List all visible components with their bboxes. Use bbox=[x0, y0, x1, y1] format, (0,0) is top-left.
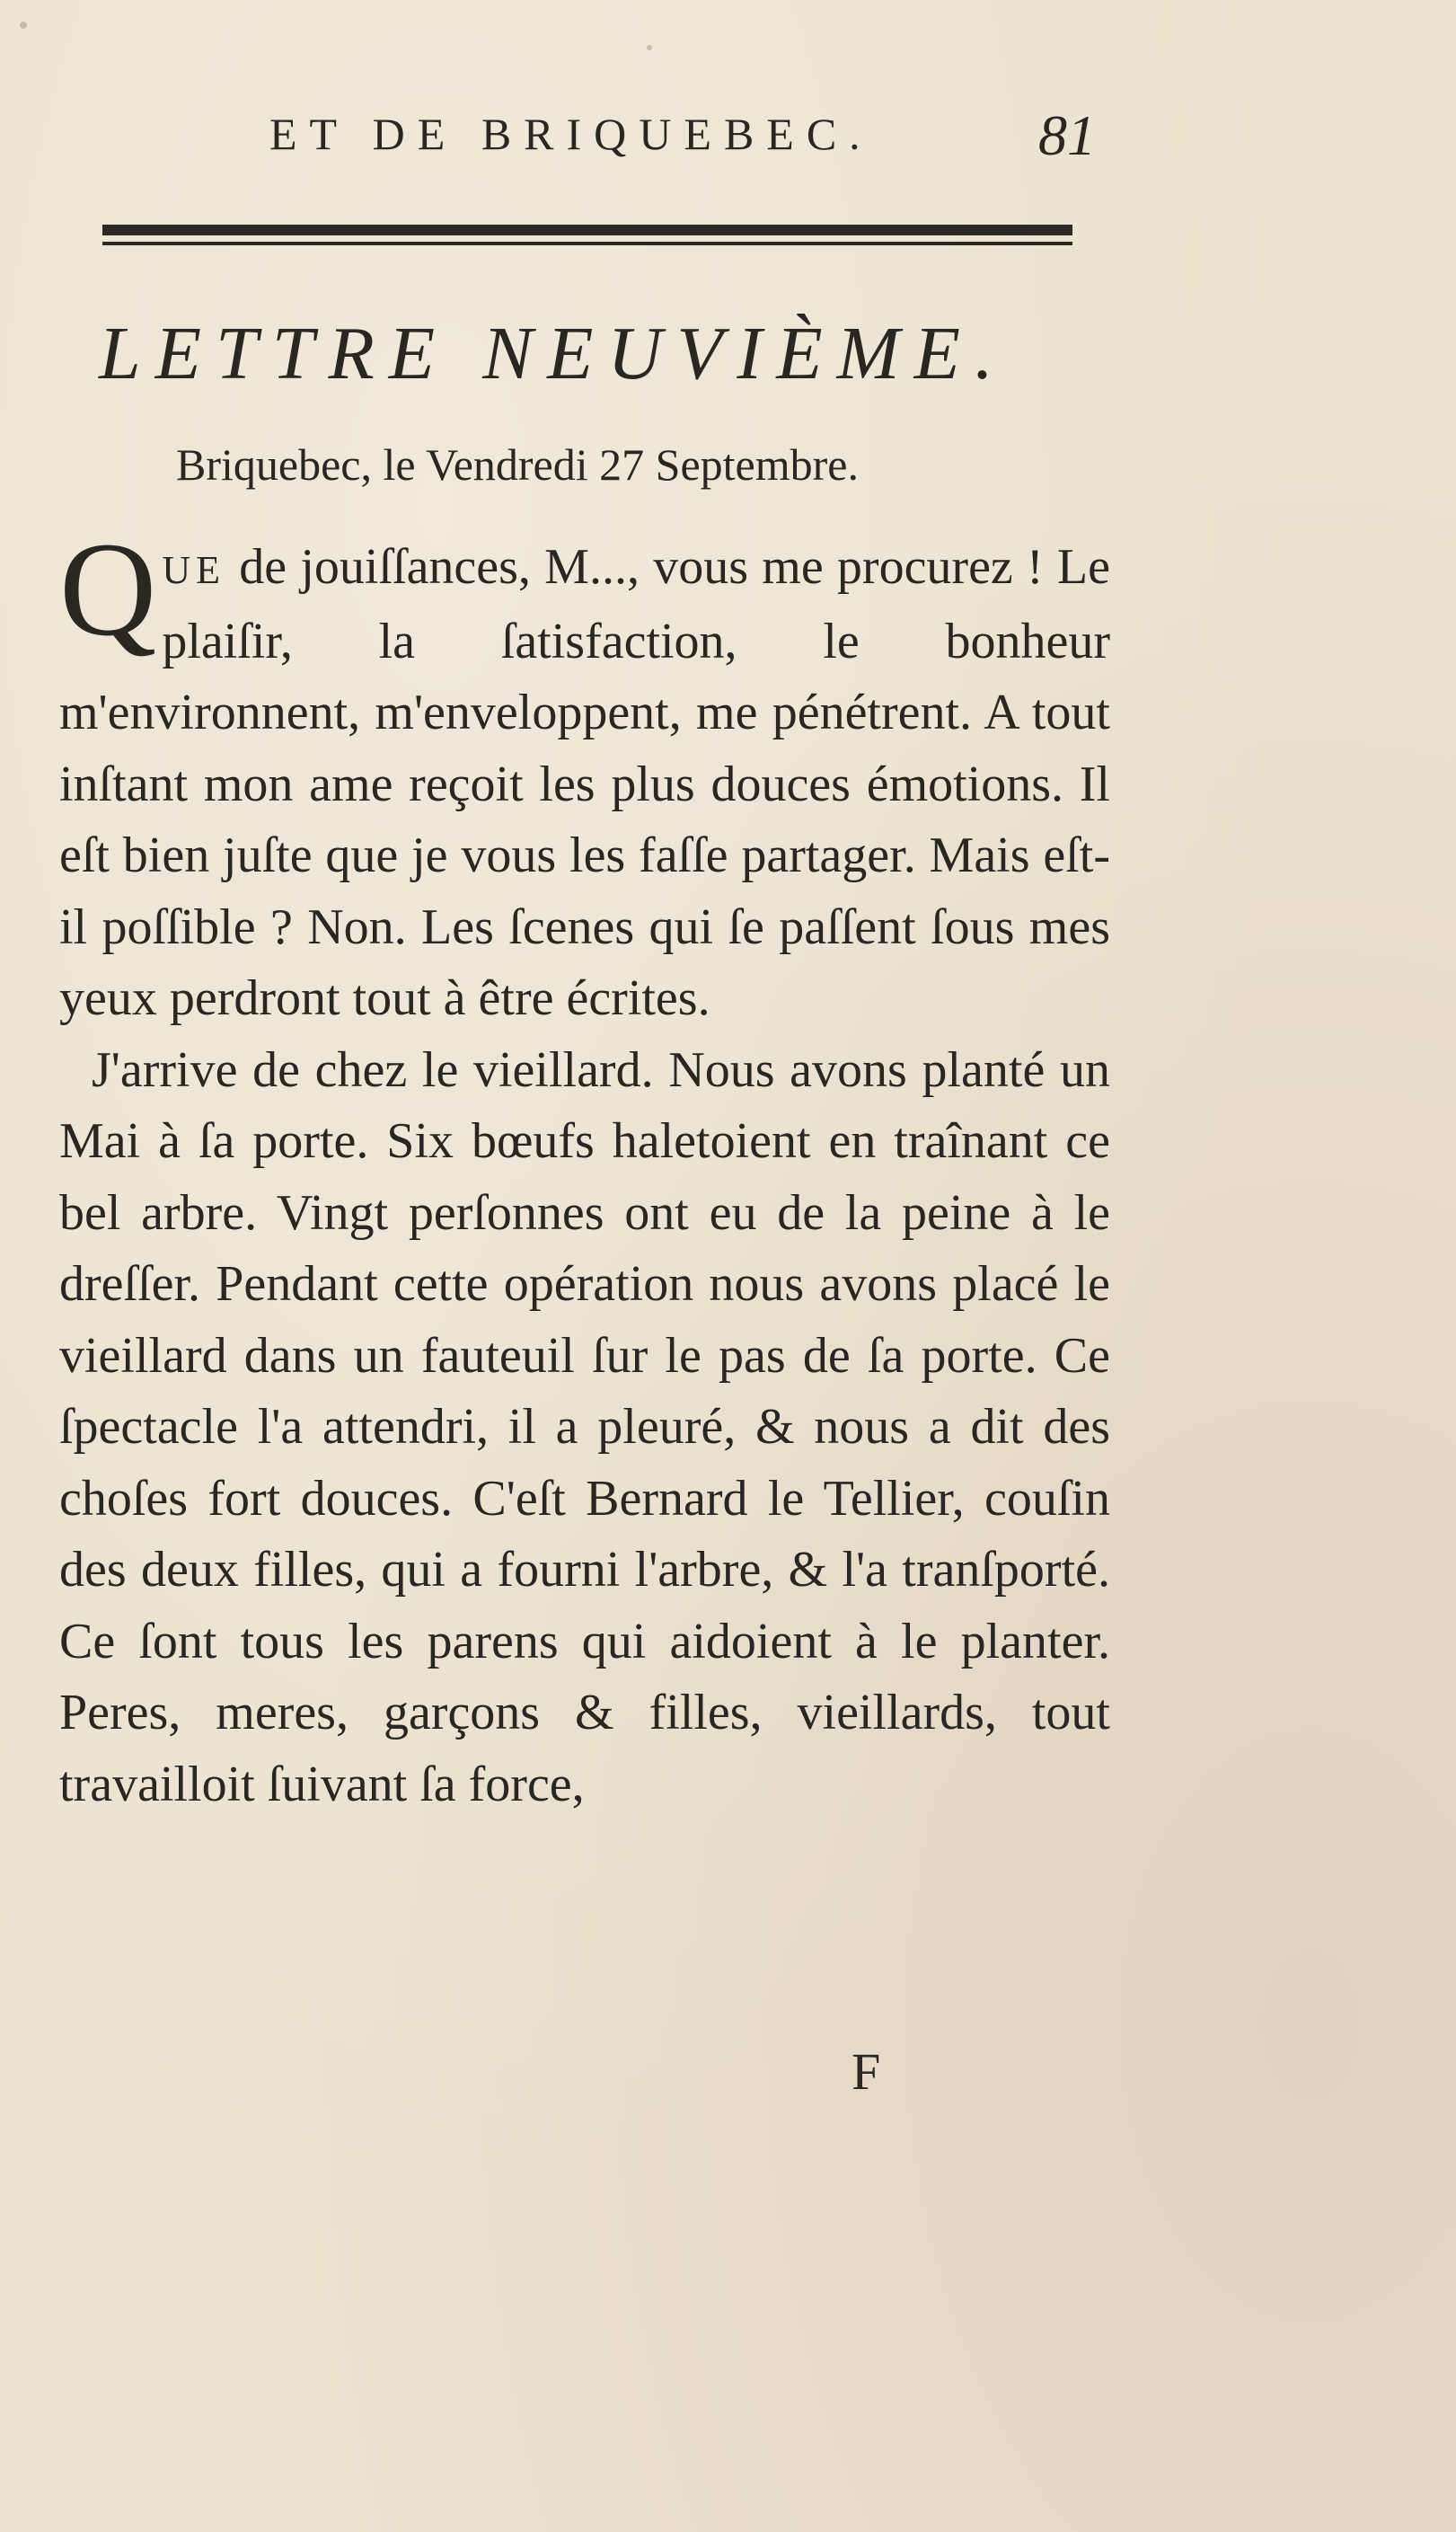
first-word-small-caps: UE bbox=[162, 548, 225, 592]
ink-spot bbox=[20, 22, 27, 29]
page-number: 81 bbox=[1038, 103, 1096, 167]
dateline: Briquebec, le Vendredi 27 Septembre. bbox=[176, 439, 859, 490]
drop-cap: Q bbox=[59, 515, 157, 664]
letter-title: LETTRE NEUVIÈME. bbox=[99, 312, 1008, 395]
signature-mark: F bbox=[852, 2042, 881, 2101]
ink-spot bbox=[647, 45, 652, 50]
letter-body bbox=[59, 515, 1110, 1820]
running-head bbox=[269, 103, 1096, 180]
paragraph-2: J'arrive de chez le vieillard. Nous avons planté un Mai à ſa porte. Six bœufs haletoient en traînant ce bel arbre. Vingt perſonnes ont eu de la peine à le dreſſer. Pendant cette opération nous avons placé le vieillard dans un fauteuil ſur le pas de ſa porte. Ce ſpectacle l'a attendri, il a pleuré, & nous a dit des choſes fort douces. C'eſt Bernard le Tellier, couſin des deux filles, qui a fourni l'arbre, & l'a tranſporté. Ce ſont tous les parens qui aidoient à le planter. Peres, meres, garçons & filles, vieillards, tout travailloit ſuivant ſa force, bbox=[59, 1041, 1110, 1812]
double-rule-divider bbox=[102, 225, 1072, 250]
running-title: ET DE BRIQUEBEC. bbox=[269, 109, 873, 159]
paragraph-1 bbox=[59, 515, 1110, 1035]
paragraph-1-text: de jouiſſances, M..., vous me procurez ! Le plaiſir, la ſatisfaction, le bonheur m'environnent, m'enveloppent, me pénétrent. A tout inſtant mon ame reçoit les plus douces émotions. Il eſt bien juſte que je vous les faſſe partager. Mais eſt-il poſſible ? Non. Les ſcenes qui ſe paſſent ſous mes yeux perdront tout à être écrites. bbox=[59, 539, 1110, 1026]
rule-thick-line bbox=[102, 225, 1072, 235]
rule-thin-line bbox=[102, 242, 1072, 245]
